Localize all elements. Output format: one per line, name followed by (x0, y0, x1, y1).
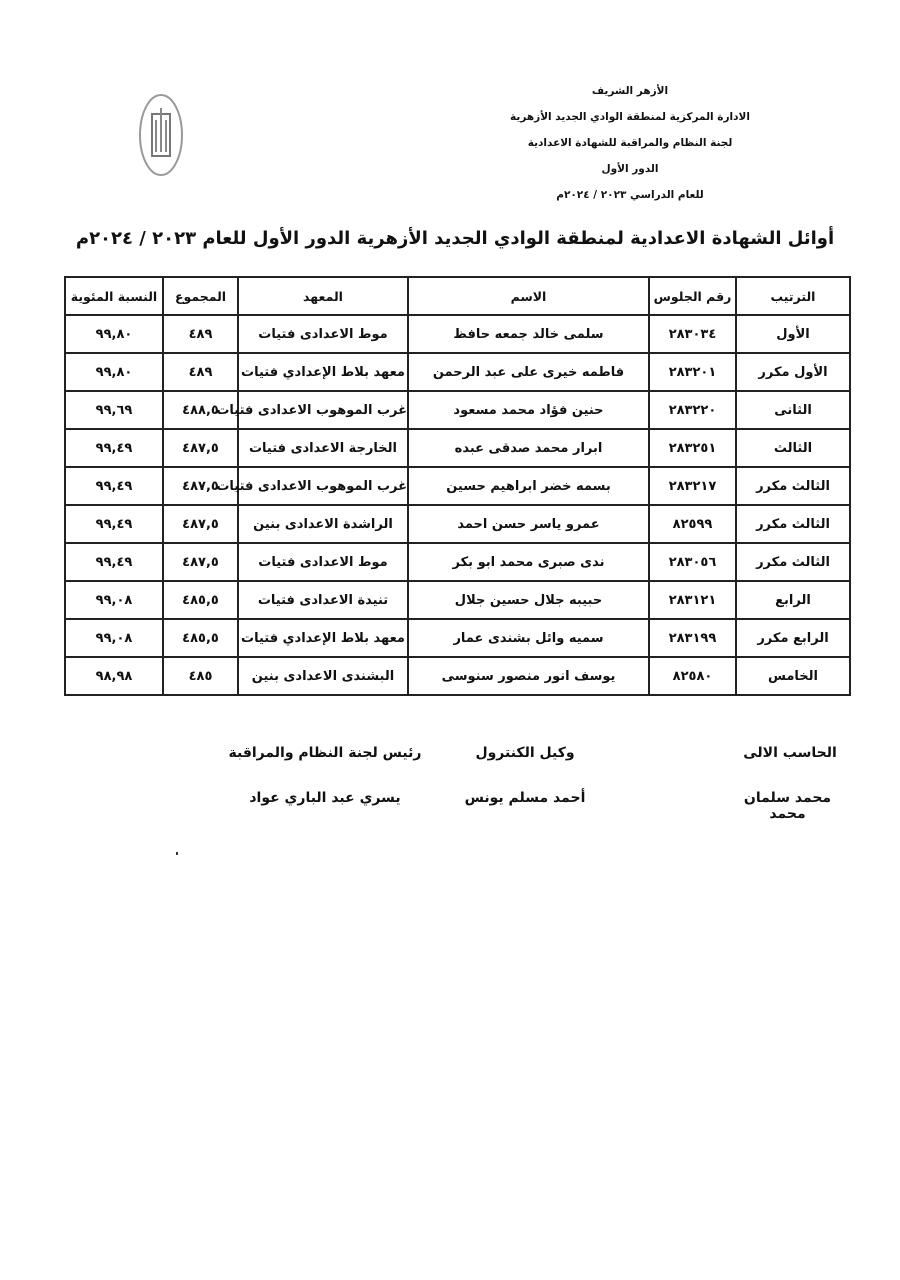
column-header: النسبة المئوية (65, 277, 163, 315)
table-cell: معهد بلاط الإعدادي فتيات (238, 619, 408, 657)
table-cell: الثالث مكرر (736, 505, 850, 543)
table-cell: ٤٨٩ (163, 315, 238, 353)
table-cell: ٢٨٣٠٥٦ (649, 543, 736, 581)
committee-name: يسري عبد الباري عواد (249, 790, 401, 806)
table-cell: الثالث (736, 429, 850, 467)
table-row (65, 657, 850, 695)
table-cell: الأول (736, 315, 850, 353)
table-cell: ٢٨٣٠٣٤ (649, 315, 736, 353)
table-cell: ٤٨٧,٥ (163, 467, 238, 505)
table-cell: الخارجة الاعدادى فتيات (238, 429, 408, 467)
table-cell: ٩٩,٨٠ (65, 315, 163, 353)
table-cell: ٨٢٥٨٠ (649, 657, 736, 695)
table-cell: الثالث مكرر (736, 543, 850, 581)
table-cell: سلمى خالد جمعه حافظ (408, 315, 649, 353)
top-students-table (64, 276, 851, 696)
table-cell: الرابع (736, 581, 850, 619)
table-cell: الأول مكرر (736, 353, 850, 391)
column-header: الاسم (408, 277, 649, 315)
table-row (65, 543, 850, 581)
al-azhar-logo-icon (138, 92, 184, 178)
table-cell: ٩٨,٩٨ (65, 657, 163, 695)
table-cell: ٢٨٣١٩٩ (649, 619, 736, 657)
computer-name: محمد سلمان محمد (743, 790, 832, 822)
speck (176, 852, 178, 855)
table-cell: ٤٨٩ (163, 353, 238, 391)
table-row (65, 581, 850, 619)
table-cell: غرب الموهوب الاعدادى فتيات (238, 391, 408, 429)
table-row (65, 619, 850, 657)
table-cell: ٤٨٧,٥ (163, 505, 238, 543)
table-cell: يوسف انور منصور سنوسى (408, 657, 649, 695)
table-cell: ٩٩,٦٩ (65, 391, 163, 429)
table-cell: موط الاعدادى فتيات (238, 543, 408, 581)
column-header: الترتيب (736, 277, 850, 315)
table-cell: سميه وائل بشندى عمار (408, 619, 649, 657)
table-cell: ٢٨٣٢٢٠ (649, 391, 736, 429)
table-cell: فاطمه خيرى على عبد الرحمن (408, 353, 649, 391)
table-cell: ٤٨٥,٥ (163, 619, 238, 657)
table-cell: موط الاعدادى فتيات (238, 315, 408, 353)
table-cell: حبيبه جلال حسين جلال (408, 581, 649, 619)
column-header: المعهد (238, 277, 408, 315)
table-cell: ٨٢٥٩٩ (649, 505, 736, 543)
table-cell: ٩٩,٤٩ (65, 505, 163, 543)
column-header: المجموع (163, 277, 238, 315)
letterhead-line: الأزهر الشريف (591, 85, 669, 97)
table-cell: البشندى الاعدادى بنين (238, 657, 408, 695)
table-cell: الراشدة الاعدادى بنين (238, 505, 408, 543)
letterhead-line: الادارة المركزية لمنطقة الوادي الجديد الأزهرية (510, 111, 750, 123)
table-cell: غرب الموهوب الاعدادى فتيات (238, 467, 408, 505)
control-title: وكيل الكنترول (475, 745, 575, 761)
table-cell: تنيدة الاعدادى فتيات (238, 581, 408, 619)
control-name: أحمد مسلم يونس (464, 790, 586, 806)
table-cell: الثالث مكرر (736, 467, 850, 505)
table-cell: معهد بلاط الإعدادي فتيات (238, 353, 408, 391)
table-cell: ٤٨٥ (163, 657, 238, 695)
table-cell: الثانى (736, 391, 850, 429)
letterhead (480, 78, 780, 208)
table-cell: حنين فؤاد محمد مسعود (408, 391, 649, 429)
table-cell: ٩٩,٤٩ (65, 467, 163, 505)
computer-title: الحاسب الالى (743, 745, 837, 761)
table-header-row (65, 277, 850, 315)
table-cell: ٩٩,٠٨ (65, 581, 163, 619)
letterhead-line: للعام الدراسي ٢٠٢٣ / ٢٠٢٤م (556, 189, 704, 201)
table-cell: ٢٨٣٢٥١ (649, 429, 736, 467)
document-title: أوائل الشهادة الاعدادية لمنطقة الوادي الجديد الأزهرية الدور الأول للعام ٢٠٢٣ / ٢٠٢٤م (75, 228, 835, 249)
table-cell: ٩٩,٨٠ (65, 353, 163, 391)
table-row (65, 505, 850, 543)
table-cell: ٢٨٣٢١٧ (649, 467, 736, 505)
table-row (65, 429, 850, 467)
table-cell: ٤٨٥,٥ (163, 581, 238, 619)
column-header: رقم الجلوس (649, 277, 736, 315)
table-cell: الرابع مكرر (736, 619, 850, 657)
table-cell: ٤٨٨,٥ (163, 391, 238, 429)
table-cell: ٢٨٣١٢١ (649, 581, 736, 619)
table-cell: ٩٩,٠٨ (65, 619, 163, 657)
letterhead-line: لجنة النظام والمراقبة للشهادة الاعدادية (527, 137, 733, 149)
table-cell: ابرار محمد صدقى عبده (408, 429, 649, 467)
table-cell: بسمه خضر ابراهيم حسين (408, 467, 649, 505)
table-cell: عمرو ياسر حسن احمد (408, 505, 649, 543)
letterhead-line: الدور الأول (601, 163, 659, 175)
table-row (65, 315, 850, 353)
table-row (65, 467, 850, 505)
table-row (65, 353, 850, 391)
table-cell: ٩٩,٤٩ (65, 543, 163, 581)
table-cell: ٩٩,٤٩ (65, 429, 163, 467)
table-row (65, 391, 850, 429)
table-cell: الخامس (736, 657, 850, 695)
table-cell: ٤٨٧,٥ (163, 429, 238, 467)
committee-title: رئيس لجنة النظام والمراقبة (228, 745, 422, 761)
table-cell: ندى صبرى محمد ابو بكر (408, 543, 649, 581)
table-cell: ٤٨٧,٥ (163, 543, 238, 581)
table-cell: ٢٨٣٢٠١ (649, 353, 736, 391)
